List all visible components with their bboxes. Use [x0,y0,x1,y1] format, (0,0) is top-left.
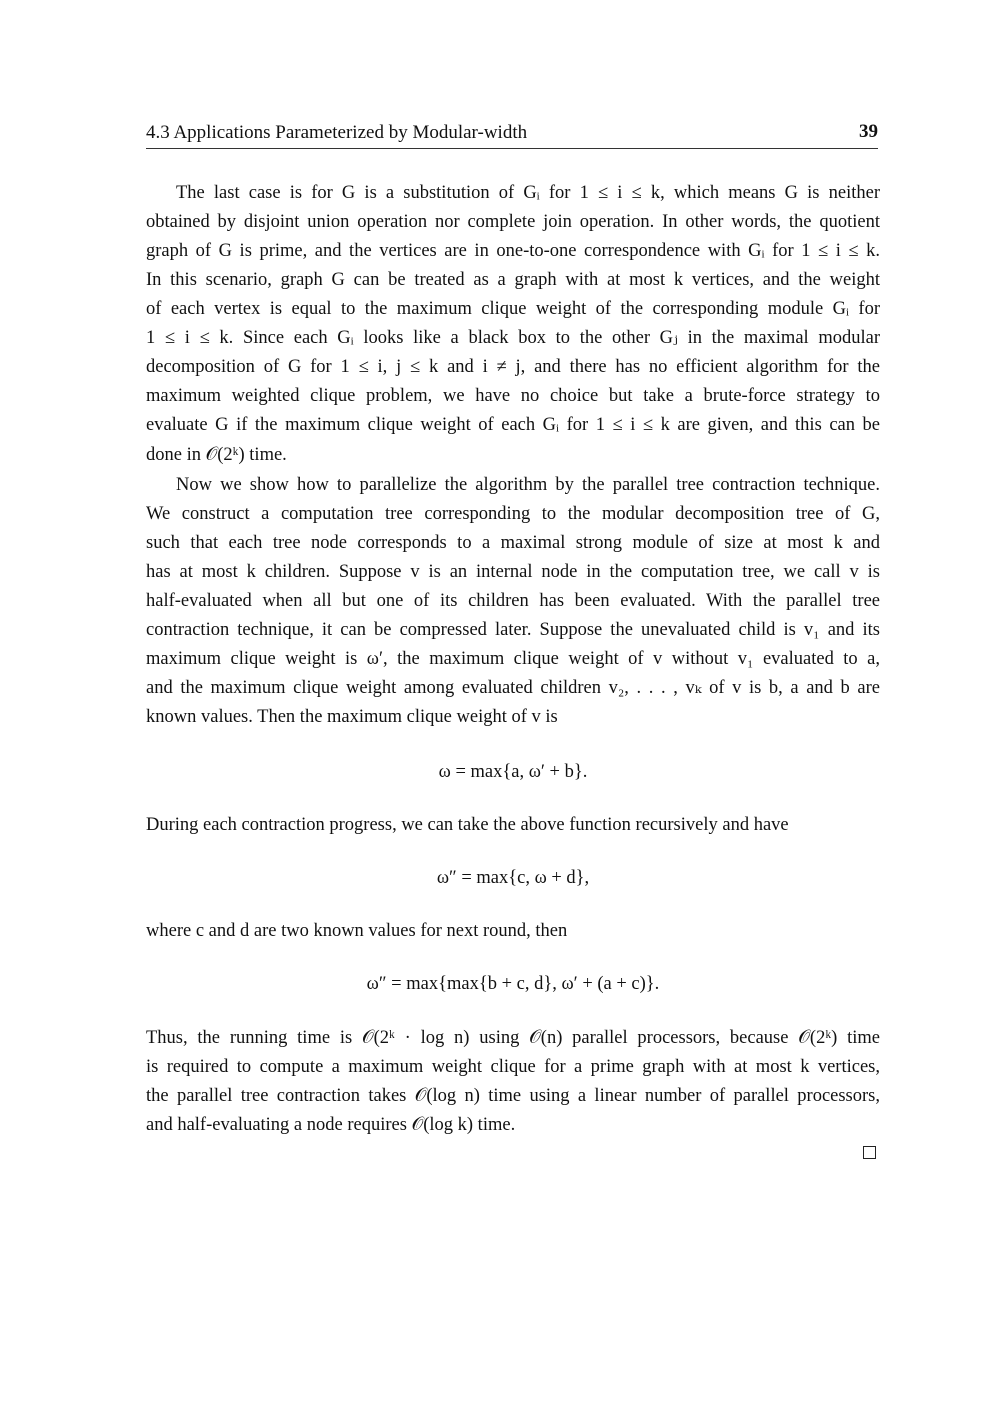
equation: ω″ = max{max{b + c, d}, ω′ + (a + c)}. [366,974,660,994]
text-line: where c and d are two known values for next round, then [146,921,568,941]
text-line: 1 ≤ i ≤ k. Since each Gᵢ looks like a black box to the other Gⱼ in the maximal modular [146,328,880,348]
text-line: is required to compute a maximum weight clique for a prime graph with at most k vertices, [146,1057,880,1077]
text-line: known values. Then the maximum clique weight of v is [146,707,558,727]
section-title: 4.3 Applications Parameterized by Modular-width [146,122,528,143]
text-line: and the maximum clique weight among evaluated children v₂, . . . , vₖ of v is b, a and b are [146,678,880,698]
text-line: evaluate G if the maximum clique weight of each Gᵢ for 1 ≤ i ≤ k are given, and this can be [146,415,880,435]
text-line: We construct a computation tree corresponding to the modular decomposition tree of G, [146,504,880,524]
text-line: obtained by disjoint union operation nor complete join operation. In other words, the quotient [146,212,880,232]
text-line: In this scenario, graph G can be treated as a graph with at most k vertices, and the weight [146,270,880,290]
page-number: 39 [859,121,878,142]
text-line: Thus, the running time is 𝒪(2ᵏ · log n) using 𝒪(n) parallel processors, because 𝒪(2ᵏ) time [146,1028,880,1048]
text-line: contraction technique, it can be compressed later. Suppose the unevaluated child is v₁ and its [146,620,880,640]
text-line: graph of G is prime, and the vertices are in one-to-one correspondence with Gᵢ for 1 ≤ i ≤ k. [146,241,880,261]
equation: ω = max{a, ω′ + b}. [438,762,588,782]
qed-icon [863,1146,876,1159]
text-line: and half-evaluating a node requires 𝒪(log k) time. [146,1115,516,1135]
equation: ω″ = max{c, ω + d}, [436,868,590,888]
text-line: done in 𝒪(2ᵏ) time. [146,445,287,465]
text-line: The last case is for G is a substitution of Gᵢ for 1 ≤ i ≤ k, which means G is neither [176,183,880,203]
text-line: During each contraction progress, we can take the above function recursively and have [146,815,789,835]
text-line: half-evaluated when all but one of its children has been evaluated. With the parallel tree [146,591,880,611]
text-line: of each vertex is equal to the maximum clique weight of the corresponding module Gᵢ for [146,299,880,319]
running-header [146,120,878,149]
text-line: Now we show how to parallelize the algorithm by the parallel tree contraction technique. [176,475,880,495]
text-line: maximum clique weight is ω′, the maximum clique weight of v without v₁ evaluated to a, [146,649,880,669]
text-line: has at most k children. Suppose v is an internal node in the computation tree, we call v is [146,562,880,582]
text-line: the parallel tree contraction takes 𝒪(log n) time using a linear number of parallel processors, [146,1086,880,1106]
text-line: maximum weighted clique problem, we have no choice but take a brute-force strategy to [146,386,880,406]
text-line: decomposition of G for 1 ≤ i, j ≤ k and i ≠ j, and there has no efficient algorithm for the [146,357,880,377]
text-line: such that each tree node corresponds to a maximal strong module of size at most k and [146,533,880,553]
